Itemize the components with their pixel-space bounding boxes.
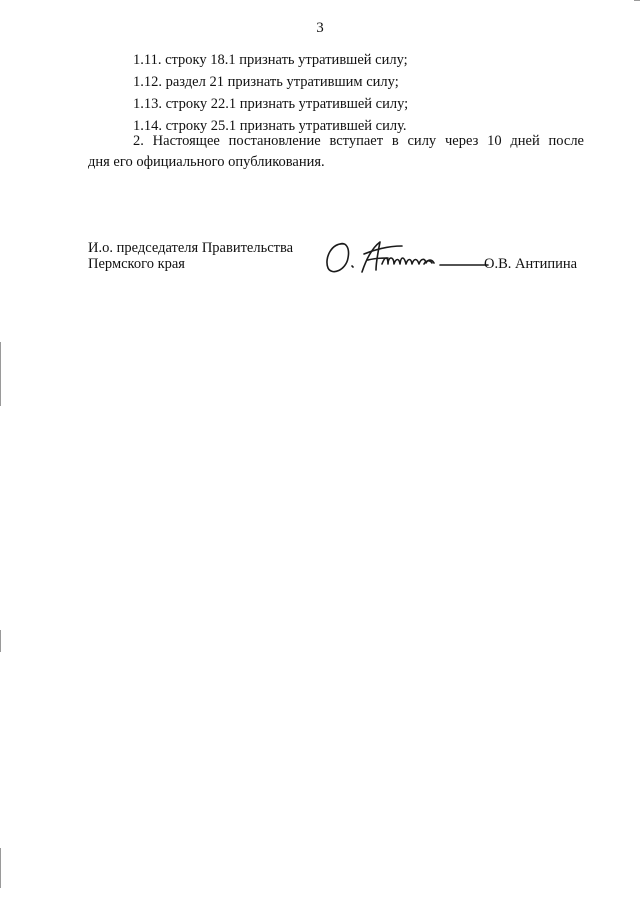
signatory-title-line-2: Пермского края [88,256,185,272]
handwritten-signature [322,236,492,276]
signatory-title [88,240,293,272]
paragraph-line-2: дня его официального опубликования. [88,154,325,170]
list-item: 1.14. строку 25.1 признать утратившей силу. [133,118,407,134]
scan-edge-mark [0,848,1,888]
signatory-title-line-1: И.о. председателя Правительства [88,240,294,256]
signatory-name: О.В. Антипина [484,256,578,272]
paragraph-line-1: 2. Настоящее постановление вступает в силу через 10 дней после [133,133,584,149]
effective-date-paragraph [88,131,584,173]
scan-edge-mark [0,342,1,406]
page-number: 3 [316,20,324,36]
list-item: 1.11. строку 18.1 признать утратившей силу; [133,52,408,68]
scan-edge-mark [634,0,640,1]
list-item: 1.13. строку 22.1 признать утратившей силу; [133,96,409,112]
scan-edge-mark [0,630,1,652]
list-item: 1.12. раздел 21 признать утратившим силу; [133,74,399,90]
